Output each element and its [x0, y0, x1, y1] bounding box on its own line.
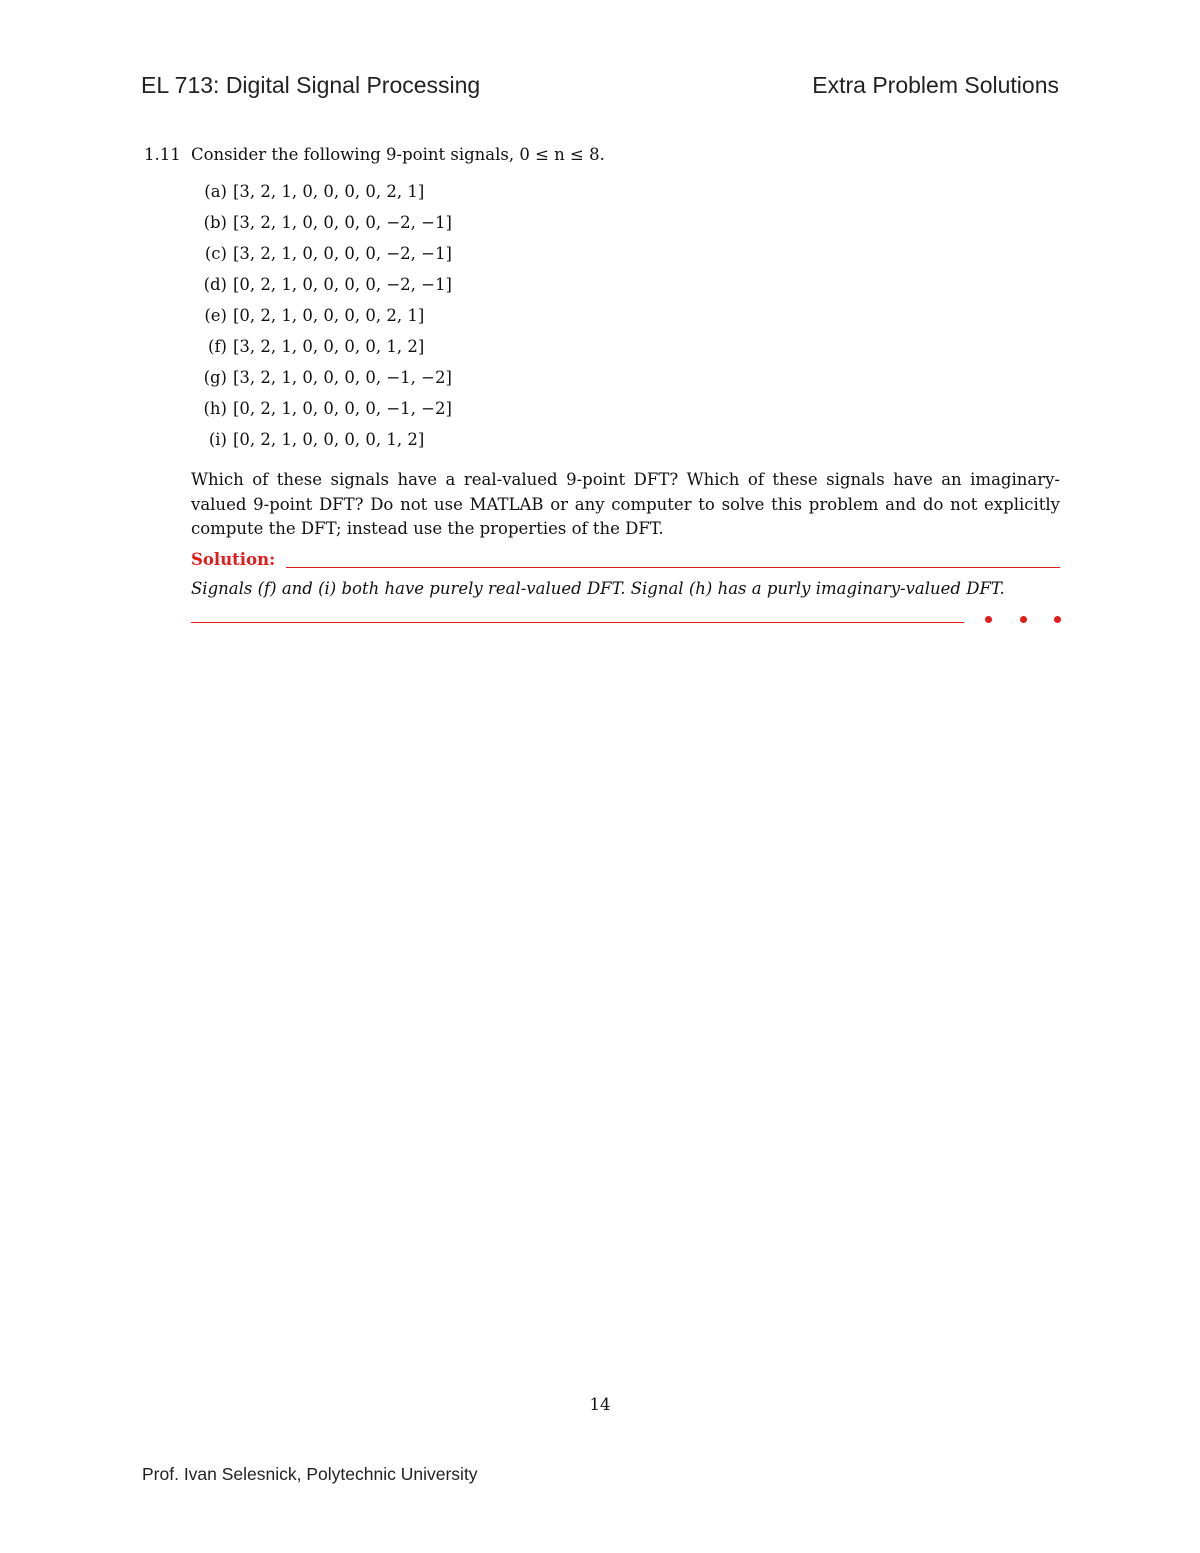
signal-label: (g): [203, 368, 227, 387]
signal-item: [144, 211, 1060, 242]
signal-item: [144, 242, 1060, 273]
signal-value: [3, 2, 1, 0, 0, 0, 0, 1, 2]: [233, 337, 425, 356]
end-dot-icon: [1020, 616, 1027, 623]
solution-divider: [286, 567, 1060, 568]
signal-value: [3, 2, 1, 0, 0, 0, 0, 2, 1]: [233, 182, 425, 201]
signal-item: [144, 428, 1060, 459]
page-footer: Prof. Ivan Selesnick, Polytechnic University: [142, 1464, 478, 1484]
signal-item: [144, 273, 1060, 304]
signal-label: (e): [204, 306, 227, 325]
signal-value: [0, 2, 1, 0, 0, 0, 0, 2, 1]: [233, 306, 425, 325]
signal-item: [144, 397, 1060, 428]
solution-end-marker: [191, 609, 1060, 633]
signal-item: [144, 180, 1060, 211]
signal-label: (d): [203, 275, 227, 294]
signal-label: (i): [208, 430, 227, 449]
signal-value: [0, 2, 1, 0, 0, 0, 0, −2, −1]: [233, 275, 452, 294]
signal-value: [0, 2, 1, 0, 0, 0, 0, −1, −2]: [233, 399, 452, 418]
end-divider: [191, 622, 964, 623]
end-dot-icon: [1054, 616, 1061, 623]
course-title: EL 713: Digital Signal Processing: [141, 72, 481, 98]
document-title: Extra Problem Solutions: [812, 72, 1059, 98]
page-header: [141, 72, 1059, 104]
end-dot-icon: [985, 616, 992, 623]
problem-block: [144, 143, 1060, 633]
signal-item: [144, 304, 1060, 335]
signal-label: (h): [203, 399, 227, 418]
signal-label: (b): [203, 213, 227, 232]
solution-answer: Signals (f) and (i) both have purely real-valued DFT. Signal (h) has a purly imaginary-valued DFT.: [191, 578, 1005, 598]
solution-label: Solution:: [191, 548, 285, 572]
signal-label: (a): [204, 182, 227, 201]
problem-number: 1.11: [144, 145, 181, 164]
signal-value: [3, 2, 1, 0, 0, 0, 0, −1, −2]: [233, 368, 452, 387]
signal-item: [144, 366, 1060, 397]
page-number: 14: [589, 1395, 611, 1414]
signal-label: (f): [208, 337, 227, 356]
signal-value: [0, 2, 1, 0, 0, 0, 0, 1, 2]: [233, 430, 425, 449]
signal-value: [3, 2, 1, 0, 0, 0, 0, −2, −1]: [233, 213, 452, 232]
signal-value: [3, 2, 1, 0, 0, 0, 0, −2, −1]: [233, 244, 452, 263]
problem-statement: Consider the following 9-point signals, 0 ≤ n ≤ 8.: [191, 145, 605, 164]
signal-label: (c): [204, 244, 227, 263]
solution-heading: [191, 546, 1060, 574]
problem-heading: [144, 143, 1060, 167]
problem-question: Which of these signals have a real-valued 9-point DFT? Which of these signals have an imaginary-valued 9-point DFT? Do not use MATLAB or any computer to solve this problem and do not explicitly compute the DFT; instead use the properties of the DFT.: [191, 470, 1060, 538]
signal-list: [144, 180, 1060, 459]
signal-item: [144, 335, 1060, 366]
